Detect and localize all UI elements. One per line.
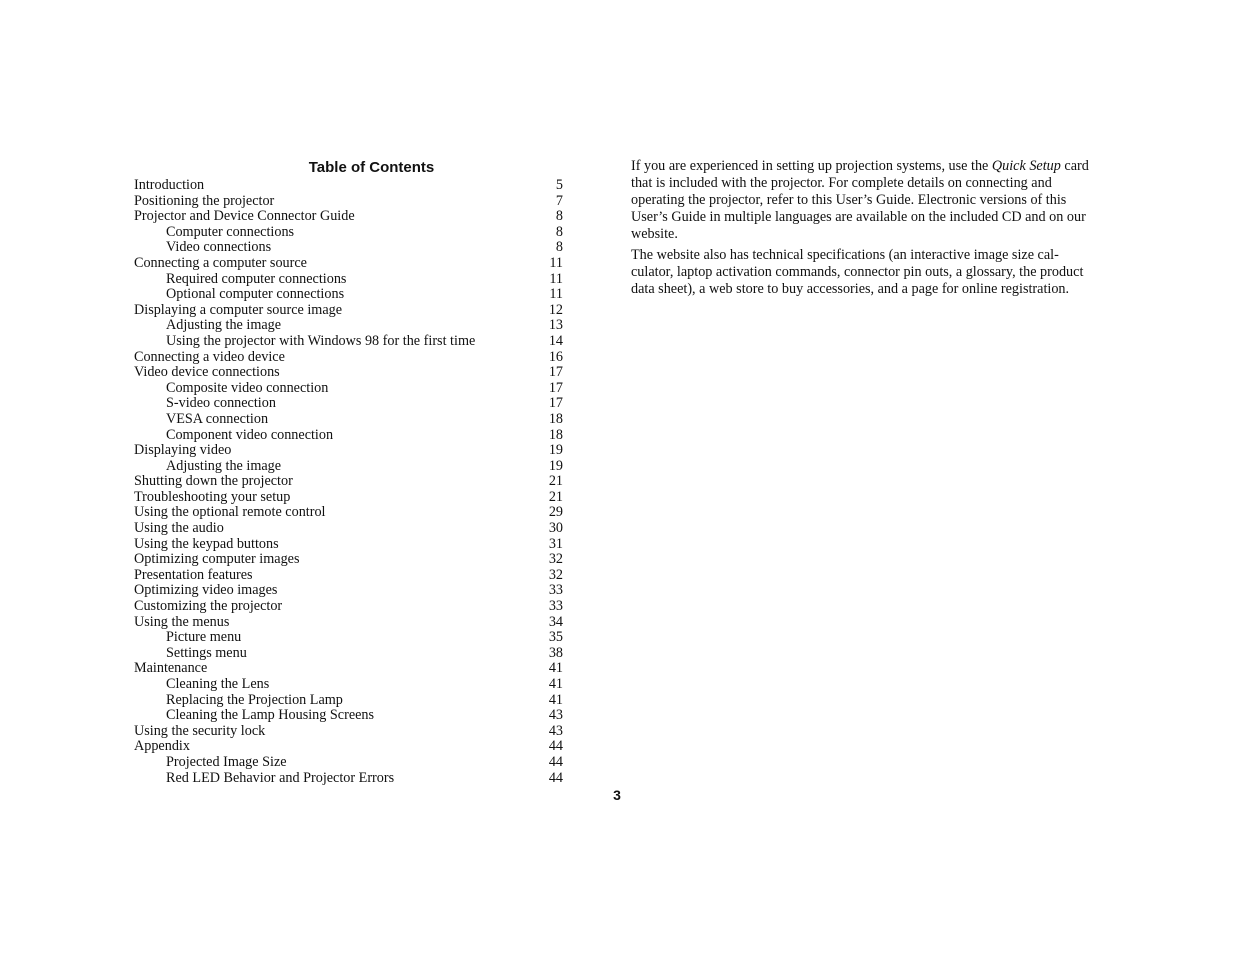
toc-entry[interactable] bbox=[134, 552, 564, 568]
toc-entry-title: Displaying video bbox=[134, 442, 232, 459]
toc-entry-page: 5 bbox=[555, 177, 563, 193]
toc-entry-title: Cleaning the Lens bbox=[166, 676, 270, 692]
toc-entry-title: Customizing the projector bbox=[134, 598, 283, 615]
toc-entry[interactable] bbox=[134, 474, 564, 490]
toc-entry-page: 14 bbox=[548, 332, 563, 349]
toc-entry[interactable] bbox=[134, 194, 564, 210]
toc-entry-page: 17 bbox=[548, 395, 563, 412]
toc-entry-page: 32 bbox=[548, 551, 563, 568]
toc-entry-title: Optimizing computer images bbox=[134, 551, 300, 568]
toc-entry[interactable] bbox=[134, 630, 564, 646]
toc-entry-title: Cleaning the Lamp Housing Screens bbox=[166, 707, 375, 724]
toc-entry-title: Connecting a video device bbox=[134, 348, 285, 365]
toc-entry-title: Video connections bbox=[166, 239, 272, 256]
toc-entry[interactable] bbox=[134, 225, 564, 241]
toc-list bbox=[134, 178, 564, 786]
toc-entry[interactable] bbox=[134, 708, 564, 724]
toc-entry-title: Composite video connection bbox=[166, 379, 329, 396]
toc-entry-title: Using the audio bbox=[134, 520, 224, 537]
toc-entry[interactable] bbox=[134, 443, 564, 459]
toc-entry-page: 11 bbox=[549, 270, 563, 287]
toc-entry-page: 31 bbox=[548, 535, 563, 552]
toc-entry-page: 29 bbox=[548, 504, 563, 521]
toc-entry-page: 43 bbox=[548, 707, 563, 724]
toc-entry[interactable] bbox=[134, 724, 564, 740]
toc-entry-title: Adjusting the image bbox=[166, 457, 282, 474]
toc-entry-title: Maintenance bbox=[134, 660, 208, 677]
toc-entry[interactable] bbox=[134, 318, 564, 334]
toc-entry-page: 44 bbox=[548, 769, 563, 786]
toc-entry-title: Using the projector with Windows 98 for the first time bbox=[166, 332, 476, 349]
toc-entry-title: Settings menu bbox=[166, 644, 247, 661]
toc-entry-page: 21 bbox=[548, 488, 563, 505]
toc-entry-page: 11 bbox=[549, 286, 563, 303]
intro-text bbox=[631, 158, 1101, 302]
toc-entry[interactable] bbox=[134, 381, 564, 397]
toc-entry-page: 38 bbox=[548, 644, 563, 661]
toc-entry-page: 44 bbox=[548, 738, 563, 755]
toc-entry-title: Optional computer connections bbox=[166, 286, 345, 303]
toc-entry[interactable] bbox=[134, 287, 564, 303]
toc-entry[interactable] bbox=[134, 677, 564, 693]
toc-entry[interactable] bbox=[134, 240, 564, 256]
toc-entry-page: 12 bbox=[548, 301, 563, 318]
toc-entry-title: Positioning the projector bbox=[134, 192, 275, 209]
toc-entry[interactable] bbox=[134, 490, 564, 506]
toc-entry-page: 8 bbox=[555, 208, 563, 225]
toc-entry-title: Optimizing video images bbox=[134, 582, 278, 599]
toc-entry-title: Component video connection bbox=[166, 426, 334, 443]
toc-entry-page: 19 bbox=[548, 442, 563, 459]
toc-entry-page: 30 bbox=[548, 520, 563, 537]
toc-entry-page: 17 bbox=[548, 379, 563, 396]
toc-entry-title: Introduction bbox=[134, 177, 205, 193]
toc-entry[interactable] bbox=[134, 568, 564, 584]
toc-entry-page: 11 bbox=[549, 254, 563, 271]
toc-entry-title: Using the optional remote control bbox=[134, 504, 326, 521]
toc-entry-title: Troubleshooting your setup bbox=[134, 488, 291, 505]
toc-entry-page: 21 bbox=[548, 473, 563, 490]
toc-entry[interactable] bbox=[134, 272, 564, 288]
toc-entry[interactable] bbox=[134, 350, 564, 366]
toc-entry-title: Using the menus bbox=[134, 613, 230, 630]
toc-entry-title: Adjusting the image bbox=[166, 317, 282, 334]
toc-entry-page: 41 bbox=[548, 676, 563, 692]
toc-entry-page: 32 bbox=[548, 566, 563, 583]
table-of-contents bbox=[134, 158, 564, 786]
toc-entry-title: Replacing the Projection Lamp bbox=[166, 691, 343, 708]
toc-entry[interactable] bbox=[134, 505, 564, 521]
toc-entry-page: 13 bbox=[548, 317, 563, 334]
toc-entry[interactable] bbox=[134, 334, 564, 350]
toc-entry-page: 16 bbox=[548, 348, 563, 365]
toc-entry-page: 33 bbox=[548, 598, 563, 615]
toc-entry[interactable] bbox=[134, 303, 564, 319]
toc-entry[interactable] bbox=[134, 599, 564, 615]
toc-entry-title: Connecting a computer source bbox=[134, 254, 307, 271]
toc-title: Table of Contents bbox=[308, 159, 435, 176]
toc-entry-title: Using the security lock bbox=[134, 722, 266, 739]
toc-entry-title: Shutting down the projector bbox=[134, 473, 293, 490]
toc-entry[interactable] bbox=[134, 771, 564, 787]
toc-entry[interactable] bbox=[134, 739, 564, 755]
toc-entry[interactable] bbox=[134, 178, 564, 194]
toc-entry[interactable] bbox=[134, 755, 564, 771]
intro-paragraph-2: The website also has technical specifications (an interactive image size cal-culator, laptop activation commands, connector pin outs, a glossary, the product data sheet), a web store to buy accessories, and a page for online registration. bbox=[631, 247, 1084, 297]
intro-paragraph-1: If you are experienced in setting up projection systems, use the Quick Setup card that is included with the projector. For complete details on connecting and operating the projector, refer to this User’s Guide. Electronic versions of this User’s Guide in multiple languages are available on the included CD and on our website. bbox=[631, 158, 1089, 242]
toc-entry[interactable] bbox=[134, 256, 564, 272]
toc-entry-title: Appendix bbox=[134, 738, 190, 755]
toc-entry[interactable] bbox=[134, 521, 564, 537]
toc-entry-title: Computer connections bbox=[166, 223, 295, 240]
page-number: 3 bbox=[613, 787, 621, 803]
toc-entry-title: Red LED Behavior and Projector Errors bbox=[166, 769, 395, 786]
toc-entry[interactable] bbox=[134, 583, 564, 599]
toc-entry[interactable] bbox=[134, 412, 564, 428]
toc-entry-page: 33 bbox=[548, 582, 563, 599]
toc-entry-title: Required computer connections bbox=[166, 270, 347, 287]
toc-entry[interactable] bbox=[134, 396, 564, 412]
toc-entry[interactable] bbox=[134, 459, 564, 475]
toc-entry[interactable] bbox=[134, 365, 564, 381]
toc-entry[interactable] bbox=[134, 209, 564, 225]
toc-entry[interactable] bbox=[134, 615, 564, 631]
toc-entry[interactable] bbox=[134, 537, 564, 553]
toc-entry-page: 18 bbox=[548, 410, 563, 427]
toc-entry-page: 41 bbox=[548, 660, 563, 677]
toc-entry-page: 7 bbox=[555, 192, 563, 209]
toc-entry-title: Video device connections bbox=[134, 364, 280, 381]
toc-entry-page: 18 bbox=[548, 426, 563, 443]
toc-entry-page: 35 bbox=[548, 629, 563, 646]
toc-entry-page: 17 bbox=[548, 364, 563, 381]
toc-entry[interactable] bbox=[134, 428, 564, 444]
toc-entry-page: 41 bbox=[548, 691, 563, 708]
toc-entry-page: 8 bbox=[555, 223, 563, 240]
toc-entry[interactable] bbox=[134, 693, 564, 709]
toc-entry-title: S-video connection bbox=[166, 395, 276, 412]
toc-entry-title: Using the keypad buttons bbox=[134, 535, 279, 552]
toc-entry-title: VESA connection bbox=[166, 410, 269, 427]
quick-setup-emphasis: Quick Setup bbox=[991, 158, 1061, 174]
toc-entry-page: 34 bbox=[548, 613, 563, 630]
toc-entry-page: 8 bbox=[555, 239, 563, 256]
toc-entry-page: 43 bbox=[548, 722, 563, 739]
toc-entry-title: Presentation features bbox=[134, 566, 253, 583]
toc-entry-title: Picture menu bbox=[166, 629, 242, 646]
toc-entry-page: 44 bbox=[548, 753, 563, 770]
toc-entry-title: Displaying a computer source image bbox=[134, 301, 343, 318]
toc-entry-page: 19 bbox=[548, 457, 563, 474]
toc-entry-title: Projector and Device Connector Guide bbox=[134, 208, 355, 225]
toc-entry[interactable] bbox=[134, 661, 564, 677]
toc-entry[interactable] bbox=[134, 646, 564, 662]
toc-entry-title: Projected Image Size bbox=[166, 753, 287, 770]
